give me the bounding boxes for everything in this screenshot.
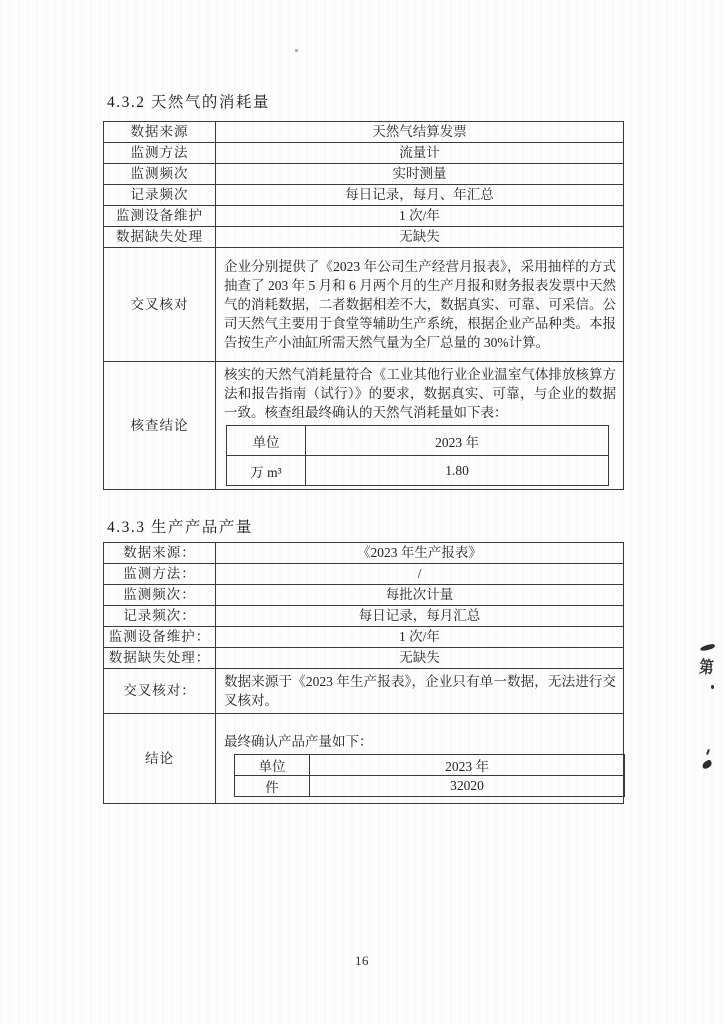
- product-output-table: [103, 542, 624, 804]
- row-label-missing-data: 数据缺失处理: [104, 227, 216, 248]
- row-label-cross-check: 交叉核对: [104, 248, 216, 362]
- table-row: [104, 185, 624, 206]
- row-label-monitor-method: 监测方法：: [104, 564, 216, 585]
- conclusion-text: 核实的天然气消耗量符合《工业其他行业企业温室气体排放核算方法和报告指南（试行）》的要求，数据真实、可靠，与企业的数据一致。核查组最终确认的天然气消耗量如下表：: [224, 367, 616, 420]
- row-label-cross-check: 交叉核对：: [104, 669, 216, 714]
- inner-header-row: [235, 754, 625, 775]
- ink-artifact: [700, 643, 716, 651]
- table-row: [104, 543, 624, 564]
- row-value-missing-data: 无缺失: [216, 227, 624, 248]
- ink-artifact: [706, 749, 710, 755]
- cross-check-text: 数据来源于《2023 年生产报表》，企业只有单一数据，无法进行交叉核对。: [224, 674, 616, 708]
- row-label-conclusion: 核查结论: [104, 362, 216, 490]
- section-heading-433: 4.3.3 生产产品产量: [107, 519, 253, 536]
- ink-artifact: [701, 759, 713, 770]
- row-label-device-maintenance: 监测设备维护: [104, 206, 216, 227]
- row-value-record-frequency: 每日记录，每月汇总: [216, 606, 624, 627]
- ink-artifact: 第: [698, 657, 715, 678]
- row-label-missing-data: 数据缺失处理：: [104, 648, 216, 669]
- table-row: [104, 164, 624, 185]
- table-row-conclusion: [104, 714, 624, 804]
- row-value-missing-data: 无缺失: [216, 648, 624, 669]
- row-value-record-frequency: 每日记录，每月、年汇总: [216, 185, 624, 206]
- unit-header-cell: 单位: [235, 754, 310, 775]
- table-row: [104, 627, 624, 648]
- unit-cell: 件: [235, 775, 310, 796]
- cross-check-text: 企业分别提供了《2023 年公司生产经营月报表》，采用抽样的方式抽查了 203 年 5 月和 6 月两个月的生产月报和财务报表发票中天然气的消耗数据，二者数据相差不大，数据真实、可靠、可采信。公司天然气主要用于食堂等辅助生产系统，根据企业产品种类。本报告按生产小油缸所需天然气量为全厂总量的 30%计算。: [224, 259, 616, 350]
- table-row-cross-check: [104, 669, 624, 714]
- table-row: [104, 227, 624, 248]
- gas-consumption-table: [103, 121, 624, 490]
- row-value-monitor-frequency: 实时测量: [216, 164, 624, 185]
- row-value-data-source: 《2023 年生产报表》: [216, 543, 624, 564]
- year-header-cell: 2023 年: [306, 426, 609, 456]
- inner-value-row: [227, 456, 609, 486]
- scan-speck: [295, 49, 298, 52]
- table-row: [104, 143, 624, 164]
- row-label-record-frequency: 记录频次: [104, 185, 216, 206]
- conclusion-cell: [216, 362, 624, 490]
- page-number: 16: [355, 953, 369, 968]
- table-row: [104, 648, 624, 669]
- conclusion-cell: [216, 714, 624, 804]
- inner-value-row: [235, 775, 625, 796]
- section-heading-432: 4.3.2 天然气的消耗量: [107, 94, 270, 111]
- row-label-device-maintenance: 监测设备维护：: [104, 627, 216, 648]
- spacer: [224, 721, 616, 732]
- row-value-device-maintenance: 1 次/年: [216, 627, 624, 648]
- row-label-monitor-method: 监测方法: [104, 143, 216, 164]
- conclusion-intro: 最终确认产品产量如下：: [224, 733, 373, 749]
- table-row: [104, 122, 624, 143]
- table-row: [104, 564, 624, 585]
- row-value-monitor-method: 流量计: [216, 143, 624, 164]
- confirmed-gas-table: [226, 425, 609, 486]
- inner-header-row: [227, 426, 609, 456]
- confirmed-output-table: [234, 754, 625, 797]
- ink-artifact: [711, 685, 714, 689]
- row-value-monitor-frequency: 每批次计量: [216, 585, 624, 606]
- row-value-monitor-method: /: [216, 564, 624, 585]
- unit-header-cell: 单位: [227, 426, 306, 456]
- row-label-data-source: 数据来源: [104, 122, 216, 143]
- row-label-data-source: 数据来源：: [104, 543, 216, 564]
- row-label-conclusion: 结论: [104, 714, 216, 804]
- table-row: [104, 606, 624, 627]
- row-label-record-frequency: 记录频次：: [104, 606, 216, 627]
- row-value-data-source: 天然气结算发票: [216, 122, 624, 143]
- unit-cell: 万 m³: [227, 456, 306, 486]
- table-row: [104, 206, 624, 227]
- value-cell: 32020: [310, 775, 625, 796]
- year-header-cell: 2023 年: [310, 754, 625, 775]
- cross-check-cell: [216, 248, 624, 362]
- row-label-monitor-frequency: 监测频次：: [104, 585, 216, 606]
- value-cell: 1.80: [306, 456, 609, 486]
- row-value-device-maintenance: 1 次/年: [216, 206, 624, 227]
- table-row: [104, 585, 624, 606]
- table-row-cross-check: [104, 248, 624, 362]
- row-label-monitor-frequency: 监测频次: [104, 164, 216, 185]
- cross-check-cell: [216, 669, 624, 714]
- table-row-conclusion: [104, 362, 624, 490]
